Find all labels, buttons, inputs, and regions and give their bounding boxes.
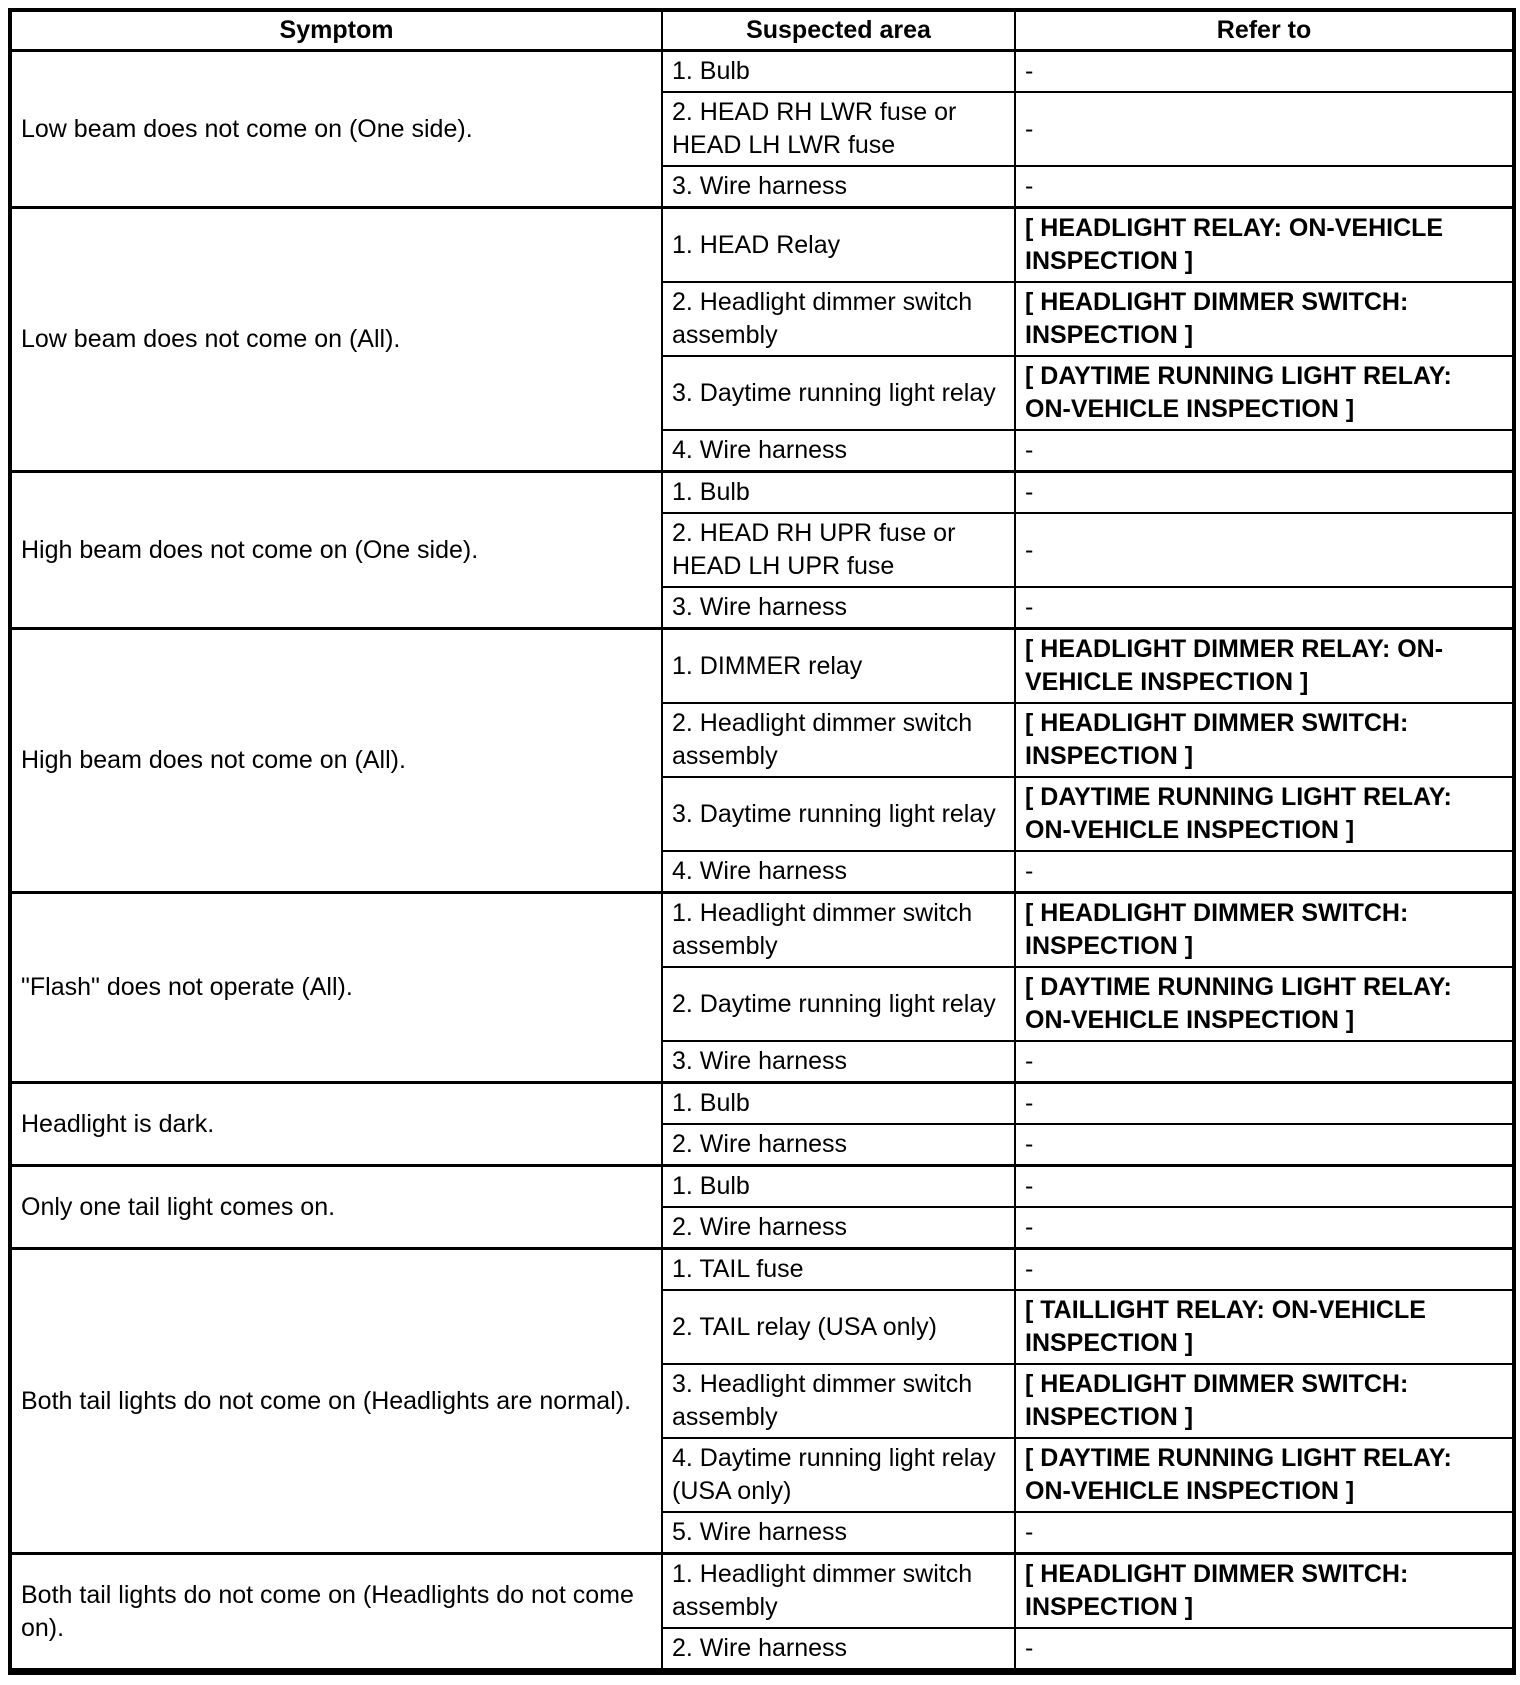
refer-cell: [ HEADLIGHT DIMMER RELAY: ON-VEHICLE INSPECTION ]	[1015, 629, 1514, 704]
suspected-area-cell: 2. Wire harness	[662, 1124, 1015, 1166]
refer-cell: -	[1015, 51, 1514, 93]
header-row	[10, 10, 1514, 51]
refer-cell: [ HEADLIGHT DIMMER SWITCH: INSPECTION ]	[1015, 1364, 1514, 1438]
suspected-area-cell: 1. Bulb	[662, 472, 1015, 514]
refer-cell: -	[1015, 1083, 1514, 1125]
table-row	[10, 1554, 1514, 1629]
suspected-area-cell: 3. Wire harness	[662, 166, 1015, 208]
suspected-area-cell: 1. Headlight dimmer switch assembly	[662, 1554, 1015, 1629]
refer-cell: [ DAYTIME RUNNING LIGHT RELAY: ON-VEHICLE INSPECTION ]	[1015, 777, 1514, 851]
table-row	[10, 1083, 1514, 1125]
suspected-area-cell: 1. Headlight dimmer switch assembly	[662, 893, 1015, 968]
symptom-troubleshooting-table	[8, 8, 1516, 1675]
table-row	[10, 1249, 1514, 1291]
refer-cell: -	[1015, 851, 1514, 893]
suspected-area-cell: 1. Bulb	[662, 1083, 1015, 1125]
suspected-area-cell: 2. Daytime running light relay	[662, 967, 1015, 1041]
refer-cell: [ DAYTIME RUNNING LIGHT RELAY: ON-VEHICLE INSPECTION ]	[1015, 356, 1514, 430]
refer-cell: -	[1015, 1249, 1514, 1291]
symptom-cell: Low beam does not come on (All).	[10, 208, 662, 472]
suspected-area-cell: 3. Wire harness	[662, 1041, 1015, 1083]
suspected-area-cell: 3. Wire harness	[662, 587, 1015, 629]
table-row	[10, 208, 1514, 283]
refer-cell: -	[1015, 166, 1514, 208]
suspected-area-cell: 4. Wire harness	[662, 851, 1015, 893]
symptom-cell: Headlight is dark.	[10, 1083, 662, 1166]
symptom-cell: High beam does not come on (One side).	[10, 472, 662, 629]
suspected-area-cell: 2. Wire harness	[662, 1207, 1015, 1249]
refer-cell: -	[1015, 513, 1514, 587]
table-row	[10, 472, 1514, 514]
refer-cell: [ DAYTIME RUNNING LIGHT RELAY: ON-VEHICLE INSPECTION ]	[1015, 967, 1514, 1041]
table-row	[10, 629, 1514, 704]
suspected-area-cell: 2. TAIL relay (USA only)	[662, 1290, 1015, 1364]
refer-cell: [ HEADLIGHT DIMMER SWITCH: INSPECTION ]	[1015, 1554, 1514, 1629]
table-row	[10, 1166, 1514, 1208]
column-header-suspected-area: Suspected area	[662, 10, 1015, 51]
symptom-cell: Only one tail light comes on.	[10, 1166, 662, 1249]
symptom-cell: Both tail lights do not come on (Headlights do not come on).	[10, 1554, 662, 1672]
refer-cell: -	[1015, 587, 1514, 629]
column-header-symptom: Symptom	[10, 10, 662, 51]
suspected-area-cell: 1. TAIL fuse	[662, 1249, 1015, 1291]
refer-cell: [ HEADLIGHT DIMMER SWITCH: INSPECTION ]	[1015, 893, 1514, 968]
refer-cell: -	[1015, 1124, 1514, 1166]
refer-cell: -	[1015, 1166, 1514, 1208]
refer-cell: [ DAYTIME RUNNING LIGHT RELAY: ON-VEHICLE INSPECTION ]	[1015, 1438, 1514, 1512]
suspected-area-cell: 1. Bulb	[662, 51, 1015, 93]
symptom-cell: Low beam does not come on (One side).	[10, 51, 662, 208]
symptom-cell: "Flash" does not operate (All).	[10, 893, 662, 1083]
suspected-area-cell: 3. Daytime running light relay	[662, 356, 1015, 430]
refer-cell: -	[1015, 1207, 1514, 1249]
suspected-area-cell: 1. Bulb	[662, 1166, 1015, 1208]
symptom-cell: High beam does not come on (All).	[10, 629, 662, 893]
refer-cell: -	[1015, 472, 1514, 514]
refer-cell: [ HEADLIGHT DIMMER SWITCH: INSPECTION ]	[1015, 282, 1514, 356]
refer-cell: -	[1015, 1512, 1514, 1554]
refer-cell: -	[1015, 92, 1514, 166]
table-row	[10, 893, 1514, 968]
suspected-area-cell: 1. DIMMER relay	[662, 629, 1015, 704]
symptom-cell: Both tail lights do not come on (Headlights are normal).	[10, 1249, 662, 1554]
suspected-area-cell: 5. Wire harness	[662, 1512, 1015, 1554]
suspected-area-cell: 2. Wire harness	[662, 1628, 1015, 1672]
suspected-area-cell: 3. Daytime running light relay	[662, 777, 1015, 851]
refer-cell: -	[1015, 1041, 1514, 1083]
suspected-area-cell: 2. Headlight dimmer switch assembly	[662, 703, 1015, 777]
refer-cell: -	[1015, 1628, 1514, 1672]
refer-cell: -	[1015, 430, 1514, 472]
suspected-area-cell: 3. Headlight dimmer switch assembly	[662, 1364, 1015, 1438]
suspected-area-cell: 4. Daytime running light relay (USA only)	[662, 1438, 1015, 1512]
refer-cell: [ HEADLIGHT DIMMER SWITCH: INSPECTION ]	[1015, 703, 1514, 777]
refer-cell: [ TAILLIGHT RELAY: ON-VEHICLE INSPECTION ]	[1015, 1290, 1514, 1364]
table-row	[10, 51, 1514, 93]
suspected-area-cell: 2. Headlight dimmer switch assembly	[662, 282, 1015, 356]
refer-cell: [ HEADLIGHT RELAY: ON-VEHICLE INSPECTION ]	[1015, 208, 1514, 283]
column-header-refer-to: Refer to	[1015, 10, 1514, 51]
suspected-area-cell: 4. Wire harness	[662, 430, 1015, 472]
suspected-area-cell: 2. HEAD RH UPR fuse or HEAD LH UPR fuse	[662, 513, 1015, 587]
suspected-area-cell: 1. HEAD Relay	[662, 208, 1015, 283]
suspected-area-cell: 2. HEAD RH LWR fuse or HEAD LH LWR fuse	[662, 92, 1015, 166]
